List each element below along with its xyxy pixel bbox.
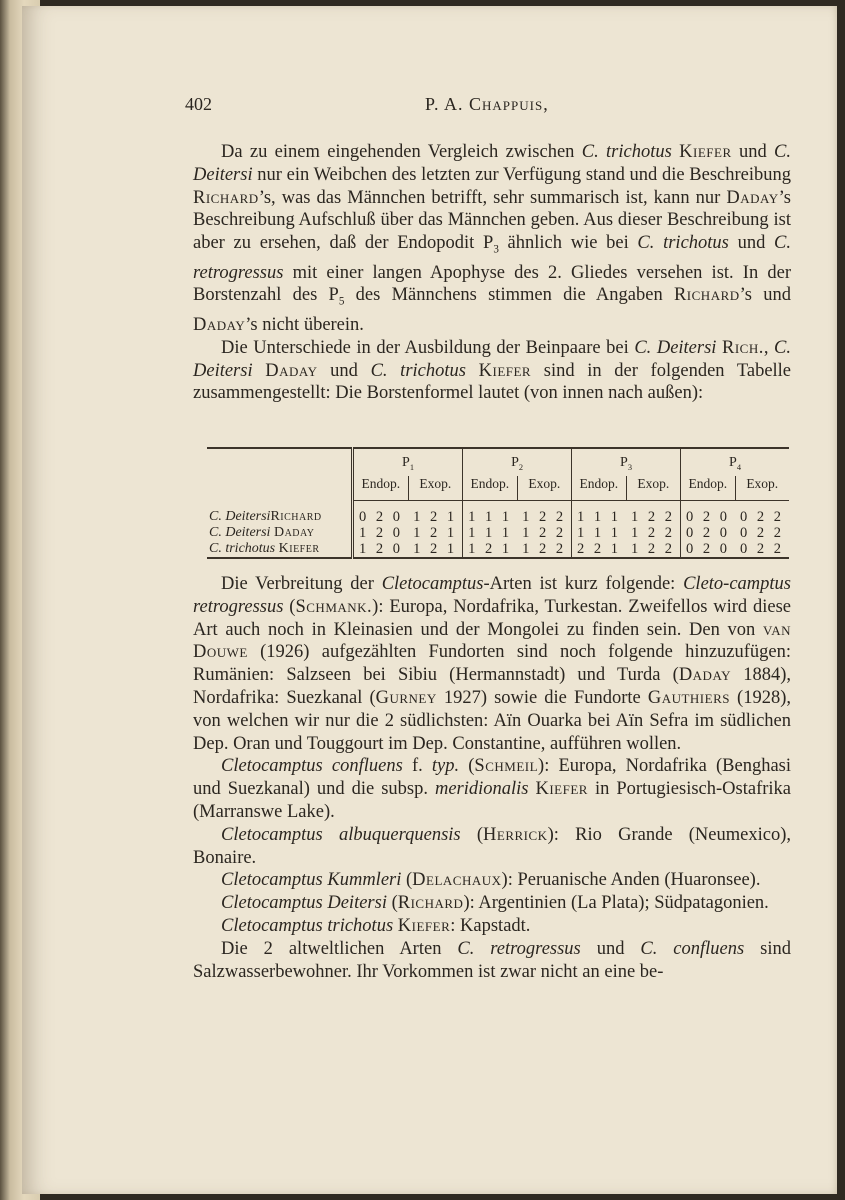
table-gap-row [207,500,789,509]
paragraph-7: Cletocamptus Deitersi (Richard): Argentinien (La Plata); Südpatagonien. [221,893,769,914]
subheader-exop: Exop. [626,476,680,501]
paragraph-1: Da zu einem eingehenden Vergleich zwischen C. trichotus Kiefer und C. Deitersi nur ein Weibchen des letzten zur Verfügung stand und die Beschreibung Richard’s, was das Männchen betrifft, sehr summarisch ist, kann nur Daday’s Beschreibung Aufschluß über das Männchen geben. Aus dieser Beschreibung ist aber zu ersehen, daß der Endopodit $P_3$ ähnlich wie bei C. trichotus und C. retrogressus mit einer langen Apophyse des 2. Gliedes versehen ist. In der Borstenzahl des $P_5$ des Männchens stimmen die Angaben Richard’s und Daday’s nicht überein. [193,142,792,335]
page [22,6,837,1194]
cell-value: 1 2 2 [631,524,676,541]
subheader-endop: Endop. [463,476,517,501]
cell-value: 1 2 1 [413,508,458,525]
header-p1: $P_1$ [353,448,463,476]
subheader-endop: Endop. [353,476,409,501]
cell-value: 1 2 0 [353,525,409,541]
bristle-formula-table [207,447,789,559]
row-label: C. trichotus Kiefer [207,541,353,558]
cell-value: 0 2 0 [681,541,735,558]
cell-value: 0 2 0 [681,509,735,525]
cell-value: 1 2 0 [353,541,409,558]
header-p3: $P_3$ [572,448,681,476]
bristle-formula-table-wrap [207,447,789,563]
cell-value: 1 2 1 [463,541,517,558]
text-block-top [193,141,791,405]
cell-value: 1 2 2 [522,508,567,525]
page-inner [22,6,837,1194]
paragraph-9: Die 2 altweltlichen Arten C. retrogressus und C. confluens sind Salzwasserbewohner. Ihr Vorkommen ist zwar nicht an eine be- [193,938,791,982]
subheader-endop: Endop. [572,476,626,501]
running-author: P. A. Chappuis, [425,94,549,114]
cell-value: 1 2 2 [522,540,567,557]
cell-value: 1 2 1 [413,540,458,557]
subheader-endop: Endop. [681,476,735,501]
cell-value: 1 2 2 [631,540,676,557]
row-label: C. DeitersiRichard [207,509,353,525]
cell-value: 0 2 0 [353,509,409,525]
cell-value: 0 2 2 [740,540,784,557]
cell-value: 2 2 1 [572,541,626,558]
header-p4: $P_4$ [681,448,789,476]
cell-value: 1 1 1 [463,509,517,525]
row-label: C. Deitersi Daday [207,525,353,541]
subheader-exop: Exop. [735,476,789,501]
cell-value: 1 2 2 [522,524,567,541]
table-header-groups [207,448,789,476]
subheader-exop: Exop. [517,476,571,501]
cell-value: 1 2 1 [413,524,458,541]
paragraph-3: Die Verbreitung der Cletocamptus-Arten ist kurz folgende: Cleto-camptus retrogressus (Schmank.): Europa, Nordafrika, Turkestan. Zweifellos wird diese Art auch noch in Kleinasien und der Mongolei zu finden sein. Den von van Douwe (1926) aufgezählten Fundorten sind noch folgende hinzuzufügen: Rumänien: Salzseen bei Sibiu (Hermannstadt) und Turda (Daday 1884), Nordafrika: Suezkanal (Gurney 1927) sowie die Fundorte Gauthiers (1928), von welchen wir nur die 2 südlichsten: Aïn Ouarka bei Aïn Sefra im südlichen Dep. Oran und Touggourt im Dep. Constantine, aufführen wollen. [193,574,791,754]
cell-value: 1 2 2 [631,508,676,525]
cell-value: 0 2 2 [740,508,784,525]
cell-value: 0 2 0 [681,525,735,541]
table-row [207,541,789,558]
page-number: 402 [185,94,212,114]
running-head [185,94,785,124]
table-row [207,509,789,525]
paragraph-5: Cletocamptus albuquerquensis (Herrick): Rio Grande (Neumexico), Bonaire. [193,824,791,868]
cell-value: 1 1 1 [572,509,626,525]
paragraph-6: Cletocamptus Kummleri (Delachaux): Peruanische Anden (Huaronsee). [221,870,761,891]
table-row [207,525,789,541]
cell-value: 0 2 2 [740,524,784,541]
paragraph-8: Cletocamptus trichotus Kiefer: Kapstadt. [221,915,531,936]
text-block-bottom [193,573,791,983]
cell-value: 1 1 1 [463,525,517,541]
paragraph-4: Cletocamptus confluens f. typ. (Schmeil): Europa, Nordafrika (Benghasi und Suezkanal) und die subsp. meridionalis Kiefer in Portugiesisch-Ostafrika (Marranswe Lake). [193,756,792,822]
subheader-exop: Exop. [408,476,462,501]
cell-value: 1 1 1 [572,525,626,541]
header-p2: $P_2$ [463,448,572,476]
table-corner-cell [207,448,353,500]
paragraph-2: Die Unterschiede in der Ausbildung der Beinpaare bei C. Deitersi Rich., C. Deitersi Daday und C. trichotus Kiefer sind in der folgenden Tabelle zusammengestellt: Die Borstenformel lautet (von innen nach außen): [193,337,792,404]
